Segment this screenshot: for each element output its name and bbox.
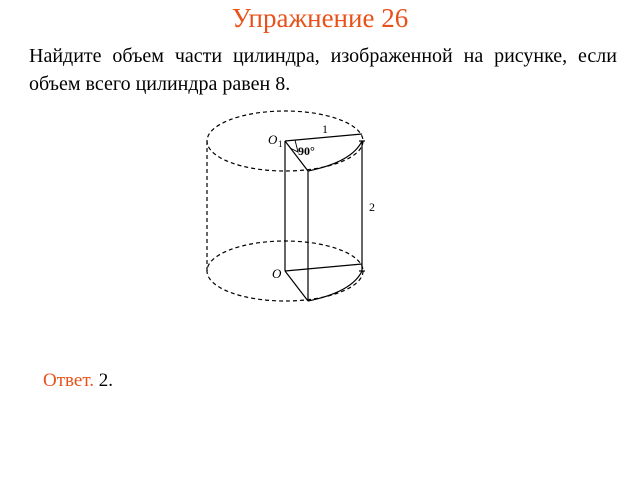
cylinder-figure <box>195 105 385 315</box>
right-angle-mark <box>290 140 298 152</box>
answer-value: 2. <box>98 370 113 391</box>
label-height: 2 <box>369 200 375 214</box>
label-radius: 1 <box>322 122 328 136</box>
label-o1-sub: 1 <box>278 139 283 149</box>
bottom-radius-1 <box>285 264 362 271</box>
bottom-arc <box>308 271 362 301</box>
label-o1: O <box>268 132 278 147</box>
problem-text: Найдите объем части цилиндра, изображенной на рисунке, если объем всего цилиндра равен 8. <box>29 45 617 95</box>
answer-label: Ответ. <box>43 370 94 391</box>
label-o: O <box>272 266 282 281</box>
label-angle: 90° <box>298 144 315 158</box>
top-arc <box>308 141 362 171</box>
bottom-radius-2 <box>285 271 308 301</box>
slide-title: Упражнение 26 <box>231 3 409 33</box>
answer <box>43 370 113 392</box>
